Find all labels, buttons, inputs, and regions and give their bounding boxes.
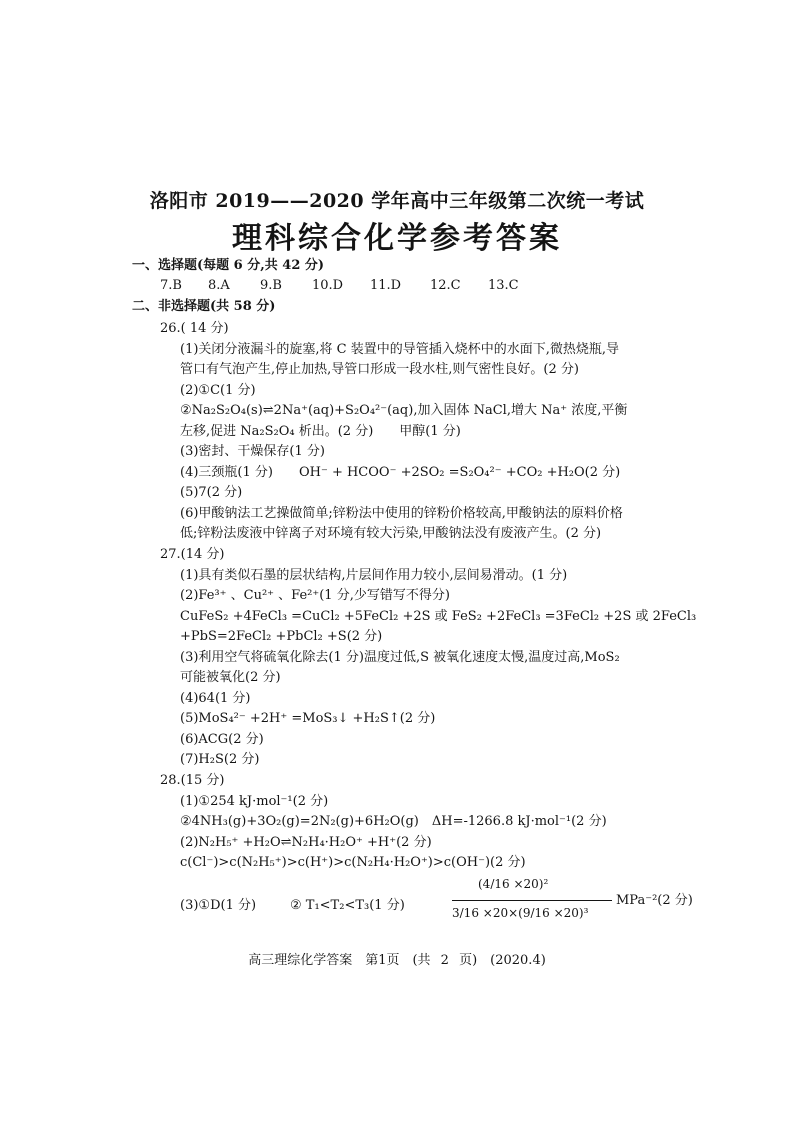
q27-line: (3)利用空气将硫氧化除去(1 分)温度过低,S 被氧化速度太慢,温度过高,MoS₂ bbox=[180, 650, 620, 665]
q26-line: (4)三颈瓶(1 分) OH⁻ + HCOO⁻ +2SO₂ =S₂O₄²⁻ +CO₂ +H₂O(2 分) bbox=[180, 465, 621, 480]
q27-line: +PbS=2FeCl₂ +PbCl₂ +S(2 分) bbox=[180, 629, 383, 644]
section2-heading: 二、非选择题(共 58 分) bbox=[132, 299, 276, 314]
q27-line: (1)具有类似石墨的层状结构,片层间作用力较小,层间易滑动。(1 分) bbox=[180, 568, 568, 583]
q28-line: c(Cl⁻)>c(N₂H₅⁺)>c(H⁺)>c(N₂H₄·H₂O⁺)>c(OH⁻)(2 分) bbox=[180, 855, 526, 870]
q27-line: (4)64(1 分) bbox=[180, 691, 251, 706]
q26-line: (1)关闭分液漏斗的旋塞,将 C 装置中的导管插入烧杯中的水面下,微热烧瓶,导 bbox=[180, 342, 620, 357]
q26-line: (2)①C(1 分) bbox=[180, 383, 256, 398]
section1-heading: 一、选择题(每题 6 分,共 42 分) bbox=[132, 258, 325, 273]
q26-label: 26.( 14 分) bbox=[160, 321, 229, 336]
q27-line: 可能被氧化(2 分) bbox=[180, 670, 281, 685]
answer-subtitle: 理科综合化学参考答案 bbox=[232, 221, 562, 256]
q26-line: (6)甲酸钠法工艺操做简单;锌粉法中使用的锌粉价格较高,甲酸钠法的原料价格 bbox=[180, 506, 623, 521]
q28-line: (2)N₂H₅⁺ +H₂O⇌N₂H₄·H₂O⁺ +H⁺(2 分) bbox=[180, 835, 432, 850]
q28-part3-a: (3)①D(1 分) bbox=[180, 898, 257, 913]
fraction-denominator: 3/16 ×20×(9/16 ×20)³ bbox=[452, 906, 589, 920]
q27-line: (2)Fe³⁺ 、Cu²⁺ 、Fe²⁺(1 分,少写错写不得分) bbox=[180, 588, 450, 603]
mc-answer: 8.A bbox=[208, 278, 230, 293]
q28-label: 28.(15 分) bbox=[160, 773, 225, 788]
q26-line: (3)密封、干燥保存(1 分) bbox=[180, 444, 325, 459]
q26-line: 左移,促进 Na₂S₂O₄ 析出。(2 分) 甲醇(1 分) bbox=[180, 424, 461, 439]
mc-answer: 13.C bbox=[488, 278, 519, 293]
exam-title: 洛阳市 2019——2020 学年高中三年级第二次统一考试 bbox=[149, 190, 645, 212]
q26-line: 低;锌粉法废液中锌离子对环境有较大污染,甲酸钠法没有废液产生。(2 分) bbox=[180, 526, 602, 541]
q27-line: (5)MoS₄²⁻ +2H⁺ =MoS₃↓ +H₂S↑(2 分) bbox=[180, 711, 436, 726]
fraction-numerator: (4/16 ×20)² bbox=[478, 877, 549, 891]
q28-part3-b: ② T₁<T₂<T₃(1 分) bbox=[290, 898, 405, 913]
mc-answer: 7.B bbox=[160, 278, 182, 293]
fraction-bar bbox=[452, 900, 612, 901]
q27-label: 27.(14 分) bbox=[160, 547, 225, 562]
mc-answer: 9.B bbox=[260, 278, 282, 293]
q28-line: (1)①254 kJ·mol⁻¹(2 分) bbox=[180, 794, 329, 809]
q28-line: ②4NH₃(g)+3O₂(g)=2N₂(g)+6H₂O(g) ΔH=-1266.8 kJ·mol⁻¹(2 分) bbox=[180, 814, 607, 829]
q26-line: 管口有气泡产生,停止加热,导管口形成一段水柱,则气密性良好。(2 分) bbox=[180, 362, 579, 377]
q26-line: ②Na₂S₂O₄(s)⇌2Na⁺(aq)+S₂O₄²⁻(aq),加入固体 NaCl,增大 Na⁺ 浓度,平衡 bbox=[180, 403, 628, 418]
q27-line: CuFeS₂ +4FeCl₃ =CuCl₂ +5FeCl₂ +2S 或 FeS₂ +2FeCl₃ =3FeCl₂ +2S 或 2FeCl₃ bbox=[180, 609, 697, 624]
q27-line: (7)H₂S(2 分) bbox=[180, 752, 260, 767]
fraction-unit: MPa⁻²(2 分) bbox=[616, 893, 693, 908]
q27-line: (6)ACG(2 分) bbox=[180, 732, 264, 747]
mc-answer: 11.D bbox=[370, 278, 402, 293]
page-footer: 高三理综化学答案 第1页 (共 2 页) (2020.4) bbox=[248, 953, 546, 968]
mc-answer: 12.C bbox=[430, 278, 461, 293]
mc-answer: 10.D bbox=[312, 278, 344, 293]
q26-line: (5)7(2 分) bbox=[180, 485, 243, 500]
